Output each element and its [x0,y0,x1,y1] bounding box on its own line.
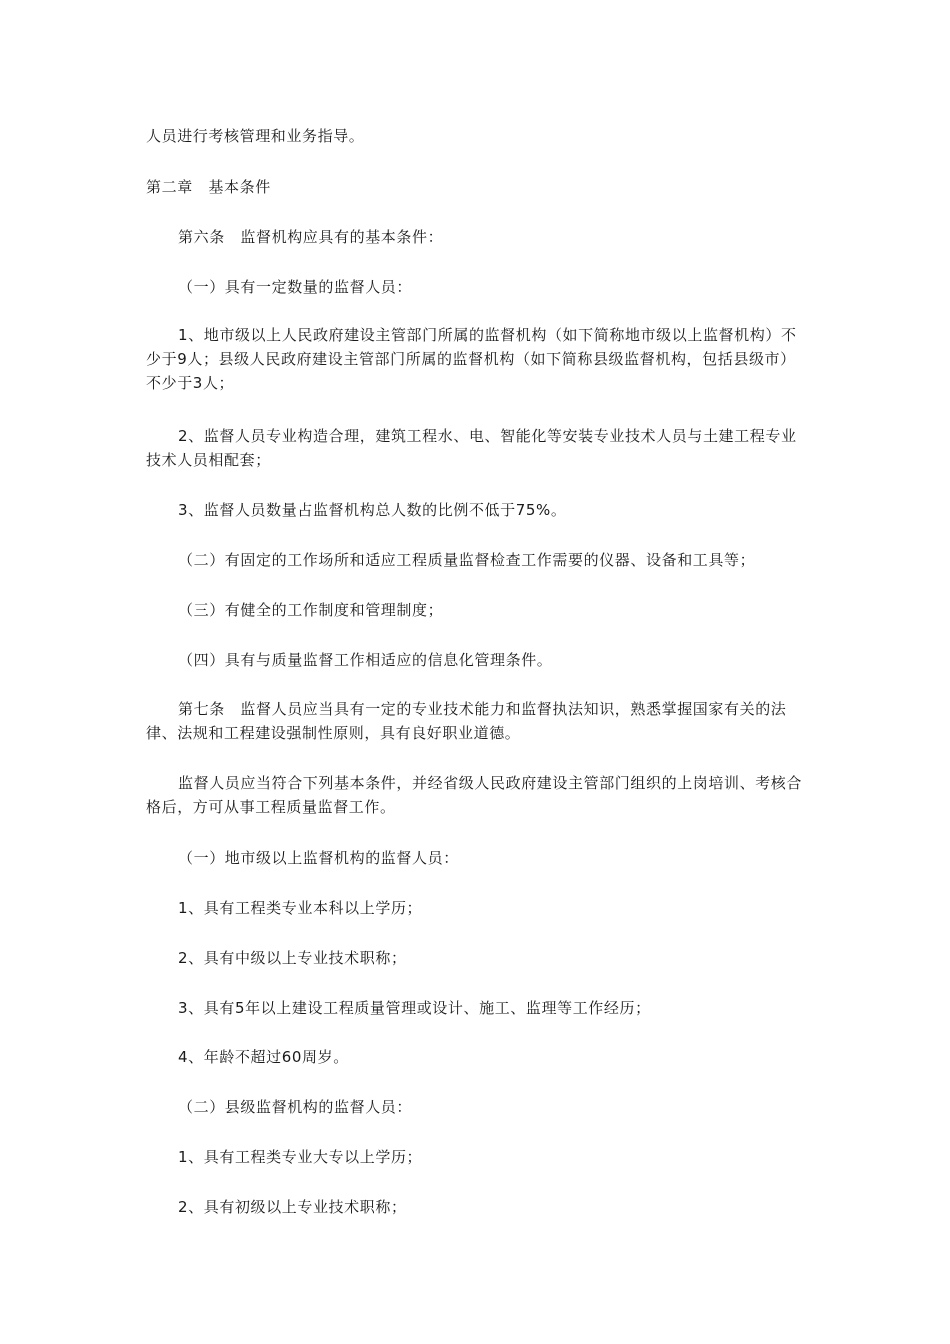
paragraph-continuation: 人员进行考核管理和业务指导。 [146,127,365,145]
paragraph: 4、年龄不超过60周岁。 [178,1048,349,1066]
paragraph: 3、具有5年以上建设工程质量管理或设计、施工、监理等工作经历； [178,999,651,1017]
chapter-heading: 第二章 基本条件 [146,178,271,196]
article-six-heading: 第六条 监督机构应具有的基本条件： [178,228,444,246]
paragraph: （二）县级监督机构的监督人员： [178,1098,413,1116]
paragraph: 1、具有工程类专业本科以上学历； [178,899,423,917]
paragraph: 3、监督人员数量占监督机构总人数的比例不低于75%。 [178,501,567,519]
paragraph: 2、监督人员专业构造合理，建筑工程水、电、智能化等安装专业技术人员与土建工程专业技术人员相配套； [146,427,797,469]
paragraph: 2、具有中级以上专业技术职称； [178,949,407,967]
paragraph: （一）具有一定数量的监督人员： [178,278,413,296]
article-seven-paragraph: 第七条 监督人员应当具有一定的专业技术能力和监督执法知识，熟悉掌握国家有关的法律、法规和工程建设强制性原则，具有良好职业道德。 [146,700,787,742]
paragraph: 1、地市级以上人民政府建设主管部门所属的监督机构（如下简称地市级以上监督机构）不少于9人；县级人民政府建设主管部门所属的监督机构（如下简称县级监督机构，包括县级市）不少于3人； [146,326,797,392]
paragraph: （三）有健全的工作制度和管理制度； [178,601,444,619]
paragraph: 2、具有初级以上专业技术职称； [178,1198,407,1216]
paragraph: （一）地市级以上监督机构的监督人员： [178,849,459,867]
paragraph: （四）具有与质量监督工作相适应的信息化管理条件。 [178,651,553,669]
paragraph: 监督人员应当符合下列基本条件，并经省级人民政府建设主管部门组织的上岗培训、考核合格后，方可从事工程质量监督工作。 [146,774,803,816]
paragraph: （二）有固定的工作场所和适应工程质量监督检查工作需要的仪器、设备和工具等； [178,551,756,569]
paragraph: 1、具有工程类专业大专以上学历； [178,1148,423,1166]
